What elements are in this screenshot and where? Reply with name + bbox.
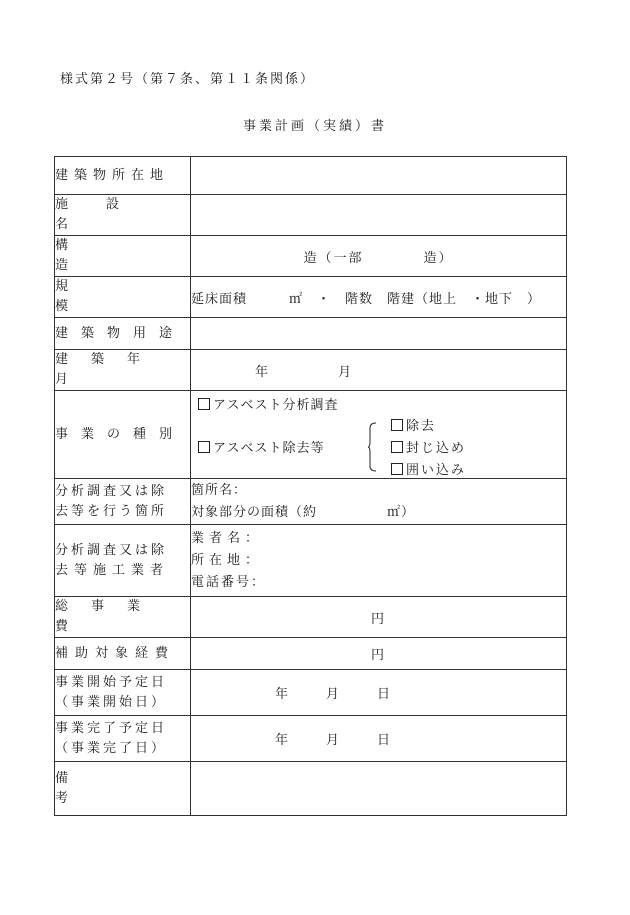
label-text: 施設名 <box>55 197 158 232</box>
month-unit: 月 <box>338 364 354 380</box>
sub-seal-label: 封じ込め <box>406 440 467 456</box>
label-start-date <box>55 670 191 716</box>
label-text: 総事業費 <box>55 599 164 634</box>
label-line: 去等施工業者 <box>55 562 170 578</box>
contractor-name-label: 業者名： <box>191 530 264 546</box>
field-subsidy-cost[interactable] <box>191 638 567 670</box>
option-removal[interactable] <box>198 437 324 456</box>
field-built-year[interactable] <box>191 350 567 391</box>
year-unit: 年 <box>275 687 291 702</box>
option-removal-label: アスベスト除去等 <box>213 440 325 456</box>
label-line: 事業完了予定日 <box>55 720 168 736</box>
option-sub-remove[interactable] <box>391 415 436 434</box>
label-text: 建築物用途 <box>55 325 186 341</box>
row-built-year <box>55 350 567 391</box>
label-line: 分析調査又は除 <box>55 542 168 558</box>
label-text: 備考 <box>55 770 163 806</box>
field-remarks[interactable] <box>191 762 567 816</box>
option-survey-label: アスベスト分析調査 <box>213 397 339 413</box>
month-unit: 月 <box>326 733 342 748</box>
field-location[interactable] <box>191 157 567 195</box>
label-contractor <box>55 525 191 597</box>
contractor-phone-label: 電話番号： <box>191 574 267 590</box>
row-start-date <box>55 670 567 716</box>
brace-icon <box>367 422 377 472</box>
label-built-year <box>55 350 191 391</box>
year-unit: 年 <box>275 733 291 748</box>
row-subsidy-cost <box>55 638 567 670</box>
row-end-date <box>55 716 567 762</box>
label-site <box>55 479 191 525</box>
field-start-date[interactable] <box>191 670 567 716</box>
sub-remove-label: 除去 <box>406 418 437 434</box>
row-remarks <box>55 762 567 816</box>
row-site <box>55 479 567 525</box>
checkbox-removal[interactable] <box>198 441 210 453</box>
row-project-type <box>55 391 567 479</box>
checkbox-survey[interactable] <box>198 398 210 410</box>
label-end-date <box>55 716 191 762</box>
sub-enclose-label: 囲い込み <box>406 462 467 478</box>
row-structure <box>55 236 567 277</box>
label-text: 規模 <box>55 279 163 314</box>
label-line: （事業完了日） <box>55 740 168 756</box>
field-usage[interactable] <box>191 318 567 350</box>
row-contractor <box>55 525 567 597</box>
option-survey[interactable] <box>198 394 338 413</box>
label-location-text <box>55 166 190 186</box>
label-text: 構造 <box>55 238 163 273</box>
field-contractor[interactable] <box>191 525 567 597</box>
row-facility-name <box>55 195 567 236</box>
label-text: 補助対象経費 <box>55 645 176 661</box>
area-label: 対象部分の面積（約 ㎡） <box>191 504 416 520</box>
label-facility-name <box>55 195 191 236</box>
row-usage <box>55 318 567 350</box>
field-structure[interactable]: 造（一部 造） <box>191 236 567 277</box>
row-location <box>55 157 567 195</box>
label-text: 事業の種別 <box>55 426 186 442</box>
label-line: 分析調査又は除 <box>55 483 168 499</box>
label-line: （事業開始日） <box>55 694 168 710</box>
field-project-type <box>191 391 567 479</box>
contractor-address-label: 所在地： <box>191 552 264 568</box>
year-unit: 年 <box>255 364 271 380</box>
form-number: 様式第２号（第７条、第１１条関係） <box>60 72 316 87</box>
row-total-cost <box>55 597 567 638</box>
label-scale <box>55 277 191 318</box>
option-sub-enclose[interactable] <box>391 459 466 478</box>
field-total-cost[interactable] <box>191 597 567 638</box>
checkbox-sub-remove[interactable] <box>391 419 403 431</box>
checkbox-sub-enclose[interactable] <box>391 463 403 475</box>
label-text: 建築物所在地 <box>55 167 170 183</box>
yen-unit: 円 <box>370 648 386 663</box>
label-remarks <box>55 762 191 816</box>
field-facility-name[interactable] <box>191 195 567 236</box>
document-title: 事業計画（実績）書 <box>242 119 387 134</box>
label-structure <box>55 236 191 277</box>
label-usage <box>55 318 191 350</box>
field-end-date[interactable] <box>191 716 567 762</box>
label-location <box>55 157 191 195</box>
field-scale[interactable]: 延床面積 ㎡ ・ 階数 階建（地上 ・地下 ） <box>191 277 567 318</box>
label-line: 去等を行う箇所 <box>55 503 168 519</box>
month-unit: 月 <box>326 687 342 702</box>
checkbox-sub-seal[interactable] <box>391 441 403 453</box>
project-plan-table <box>54 156 567 816</box>
label-subsidy-cost <box>55 638 191 670</box>
label-line: 事業開始予定日 <box>55 674 168 690</box>
label-total-cost <box>55 597 191 638</box>
row-scale <box>55 277 567 318</box>
label-project-type <box>55 391 191 479</box>
place-label: 箇所名： <box>191 482 248 498</box>
yen-unit: 円 <box>370 611 386 627</box>
label-text: 建築年月 <box>55 352 164 387</box>
field-site[interactable] <box>191 479 567 525</box>
day-unit: 日 <box>377 687 393 702</box>
option-sub-seal[interactable] <box>391 437 466 456</box>
day-unit: 日 <box>377 733 393 748</box>
